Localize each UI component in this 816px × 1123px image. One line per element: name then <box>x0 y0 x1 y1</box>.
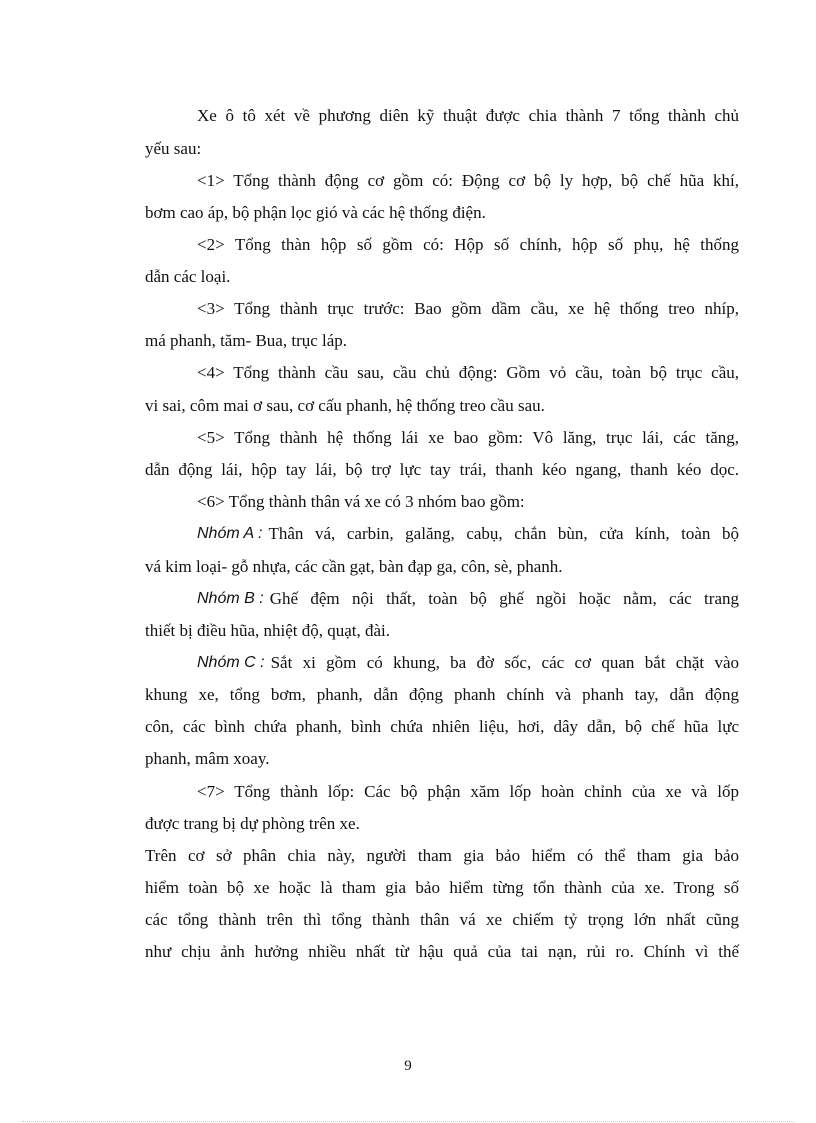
text-line: côn, các bình chứa phanh, bình chứa nhiên liệu, hơi, dây dẫn, bộ chế hũa lực <box>145 717 739 736</box>
group-a-line <box>197 523 739 545</box>
text-line: khung xe, tổng bơm, phanh, dẫn động phanh chính và phanh tay, dẫn động <box>145 685 739 704</box>
text-line: Xe ô tô xét về phương diên kỹ thuật được chia thành 7 tổng thành chủ <box>197 106 739 125</box>
text-line: Ghế đệm nội thất, toàn bộ ghế ngồi hoặc nằm, các trang <box>269 589 739 608</box>
text-line: <2> Tổng thàn hộp số gồm có: Hộp số chính, hộp số phụ, hệ thống <box>197 235 739 254</box>
text-line: hiểm toàn bộ xe hoặc là tham gia bảo hiểm từng tổn thành của xe. Trong số <box>145 878 739 897</box>
text-line: vi sai, côm mai ơ sau, cơ cấu phanh, hệ thống treo cầu sau. <box>145 396 545 415</box>
page-bottom-divider <box>22 1121 794 1122</box>
text-line: vá kim loại- gỗ nhựa, các cần gạt, bàn đạp ga, côn, sè, phanh. <box>145 557 563 576</box>
text-line: Sắt xi gồm có khung, ba đờ sốc, các cơ quan bắt chặt vào <box>270 653 739 672</box>
text-line: các tổng thành trên thì tổng thành thân vá xe chiếm tỷ trọng lớn nhất cũng <box>145 910 739 929</box>
group-c-line <box>197 652 739 674</box>
group-b-line <box>197 588 739 610</box>
text-line: bơm cao áp, bộ phận lọc gió và các hệ thống điện. <box>145 203 486 222</box>
text-line: Trên cơ sở phân chia này, người tham gia bảo hiểm có thể tham gia bảo <box>145 846 739 865</box>
group-c-label: Nhóm C : <box>197 654 265 671</box>
text-line: như chịu ảnh hưởng nhiều nhất từ hậu quả của tai nạn, rủi ro. Chính vì thế <box>145 942 739 961</box>
text-line: <4> Tổng thành cầu sau, cầu chủ động: Gồm vỏ cầu, toàn bộ trục cầu, <box>197 363 739 382</box>
text-line: yếu sau: <box>145 139 202 158</box>
text-line: được trang bị dự phòng trên xe. <box>145 814 360 833</box>
text-line: Thân vá, carbin, galăng, cabụ, chắn bùn, cửa kính, toàn bộ <box>268 524 739 543</box>
page-number: 9 <box>404 1058 412 1074</box>
text-line: <3> Tổng thành trục trước: Bao gồm dầm cầu, xe hệ thống treo nhíp, <box>197 299 739 318</box>
text-line: thiết bị điều hũa, nhiệt độ, quạt, đài. <box>145 621 391 640</box>
text-line: <5> Tổng thành hệ thống lái xe bao gồm: Vô lăng, trục lái, các tăng, <box>197 428 739 447</box>
text-line: <7> Tổng thành lốp: Các bộ phận xăm lốp hoàn chỉnh của xe và lốp <box>197 782 739 801</box>
text-line: phanh, mâm xoay. <box>145 749 270 768</box>
text-line: dẫn các loại. <box>145 267 231 286</box>
group-b-label: Nhóm B : <box>197 590 264 607</box>
text-line: <6> Tổng thành thân vá xe có 3 nhóm bao gồm: <box>197 492 525 511</box>
group-a-label: Nhóm A : <box>197 525 263 542</box>
text-line: dẫn động lái, hộp tay lái, bộ trợ lực tay trái, thanh kéo ngang, thanh kéo dọc. <box>145 460 739 479</box>
text-line: má phanh, tăm- Bua, trục láp. <box>145 331 348 350</box>
text-line: <1> Tổng thành động cơ gồm có: Động cơ bộ ly hợp, bộ chế hũa khí, <box>197 171 739 190</box>
